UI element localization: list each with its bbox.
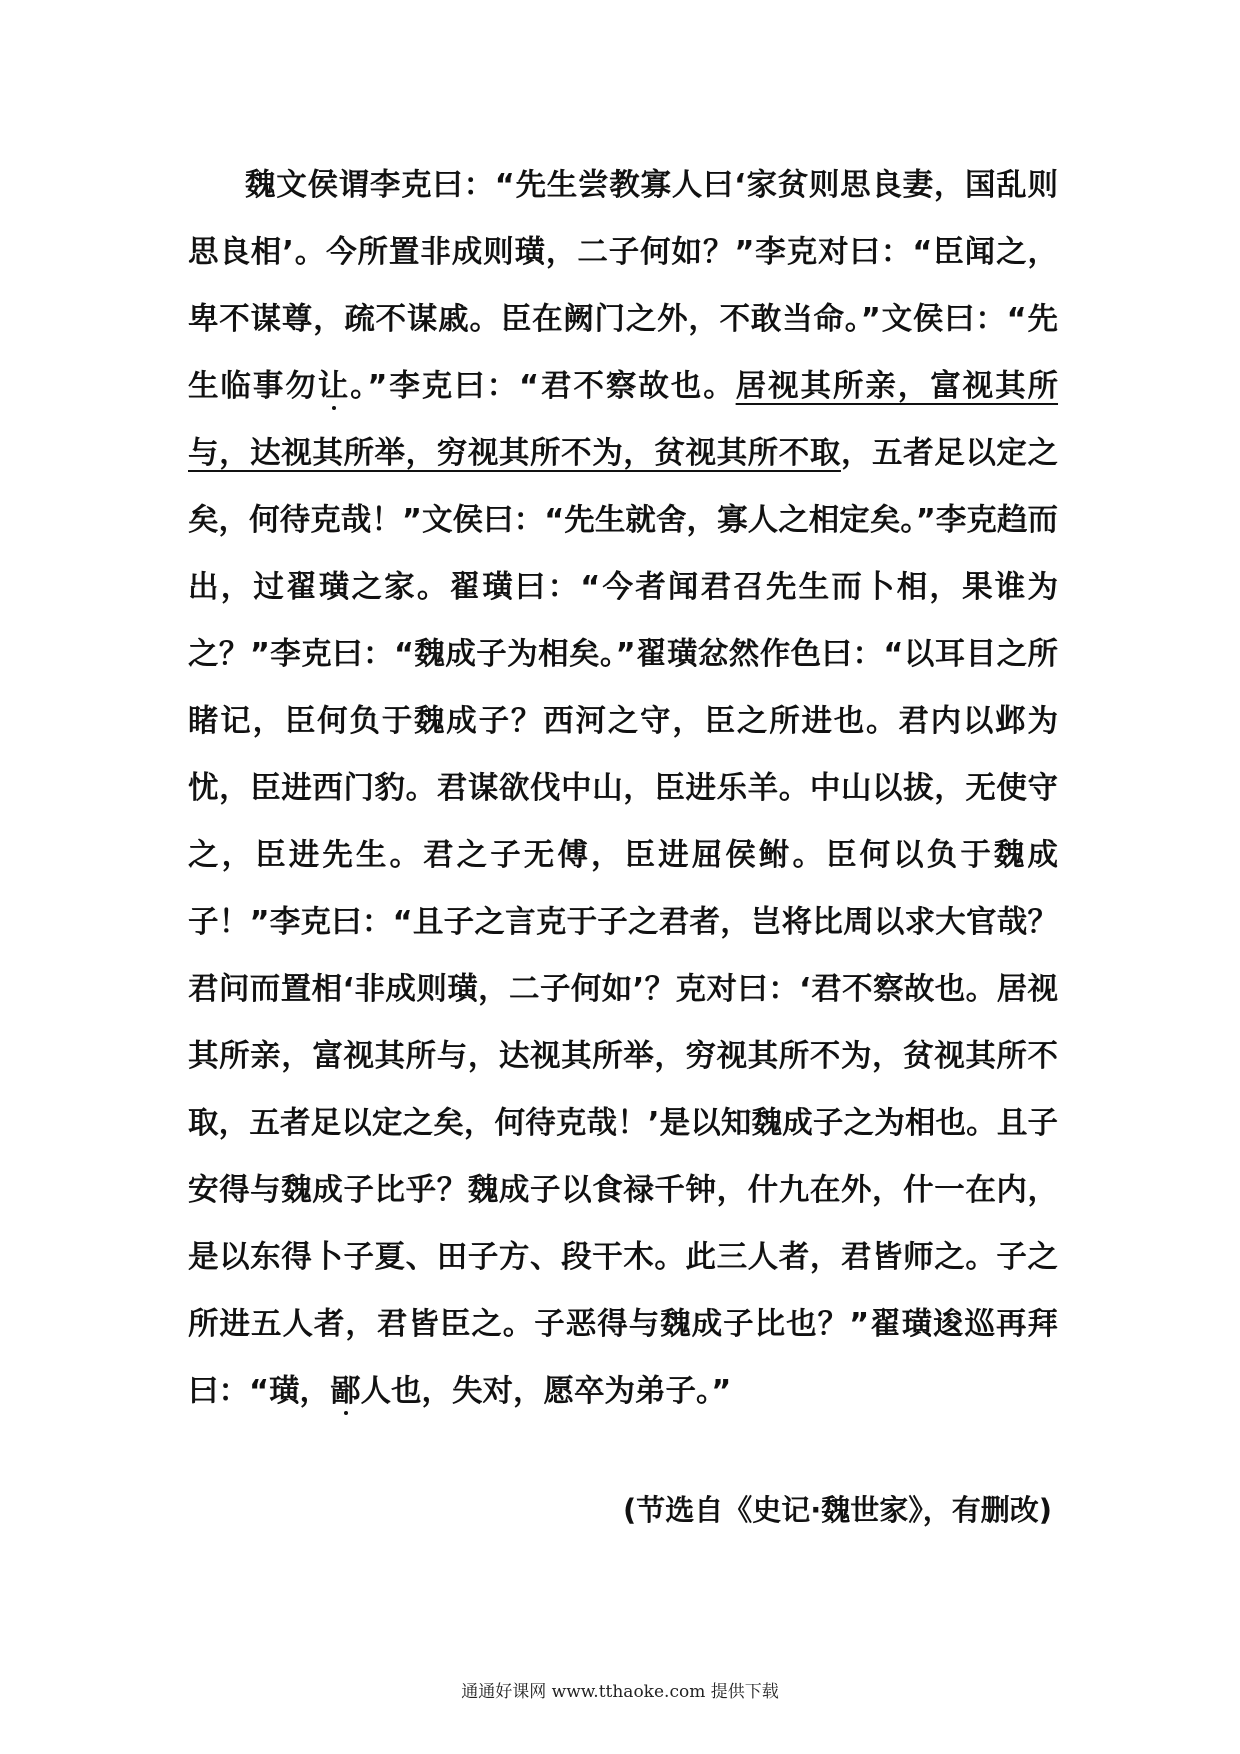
dotted-character: 鄙	[330, 1374, 361, 1409]
underlined-sentence: 居视其所亲，富视其所与，达视其所举，穷视其所不为，贫视其所不取	[188, 369, 1059, 471]
passage-text	[188, 152, 1058, 1425]
passage-segment: ，五者足以定之矣，何待克哉！”文侯曰：“先生就舍，寡人之相定矣。”李克趋而出，过翟璜之家。翟璜曰：“今者闻君召先生而卜相，果谁为之？”李克曰：“魏成子为相矣。”翟璜忿然作色曰：“以耳目之所睹记，臣何负于魏成子？西河之守，臣之所进也。君内以邺为忧，臣进西门豹。君谋欲伐中山，臣进乐羊。中山以拔，无使守之，臣进先生。君之子无傅，臣进屈侯鲋。臣何以负于魏成子！”李克曰：“且子之言克于子之君者，岂将比周以求大官哉？君问而置相‘非成则璜，二子何如’？克对曰：‘君不察故也。居视其所亲，富视其所与，达视其所举，穷视其所不为，贫视其所不取，五者足以定之矣，何待克哉！’是以知魏成子之为相也。且子安得与魏成子比乎？魏成子以食禄千钟，什九在外，什一在内，是以东得卜子夏、田子方、段干木。此三人者，君皆师之。子之所进五人者，君皆臣之。子恶得与魏成子比也？”翟璜逡巡再拜曰：“璜，	[188, 436, 1059, 1409]
dotted-character: 让	[317, 369, 351, 404]
passage-segment: 人也，失对，愿卒为弟子。”	[360, 1374, 732, 1409]
passage-segment: 魏文侯谓李克曰：“先生尝教寡人曰‘家贫则思良妻，国乱则思良相’。今所置非成则璜，二子何如？”李克对曰：“臣闻之，卑不谋尊，疏不谋戚。臣在阙门之外，不敢当命。”文侯曰：“先生临事勿	[188, 168, 1058, 404]
passage-segment: 。”李克曰：“君不察故也。	[350, 369, 736, 404]
footer-watermark: 通通好课网 www.tthaoke.com 提供下载	[461, 1682, 779, 1702]
source-citation: (节选自《史记·魏世家》，有删改)	[622, 1493, 1052, 1527]
